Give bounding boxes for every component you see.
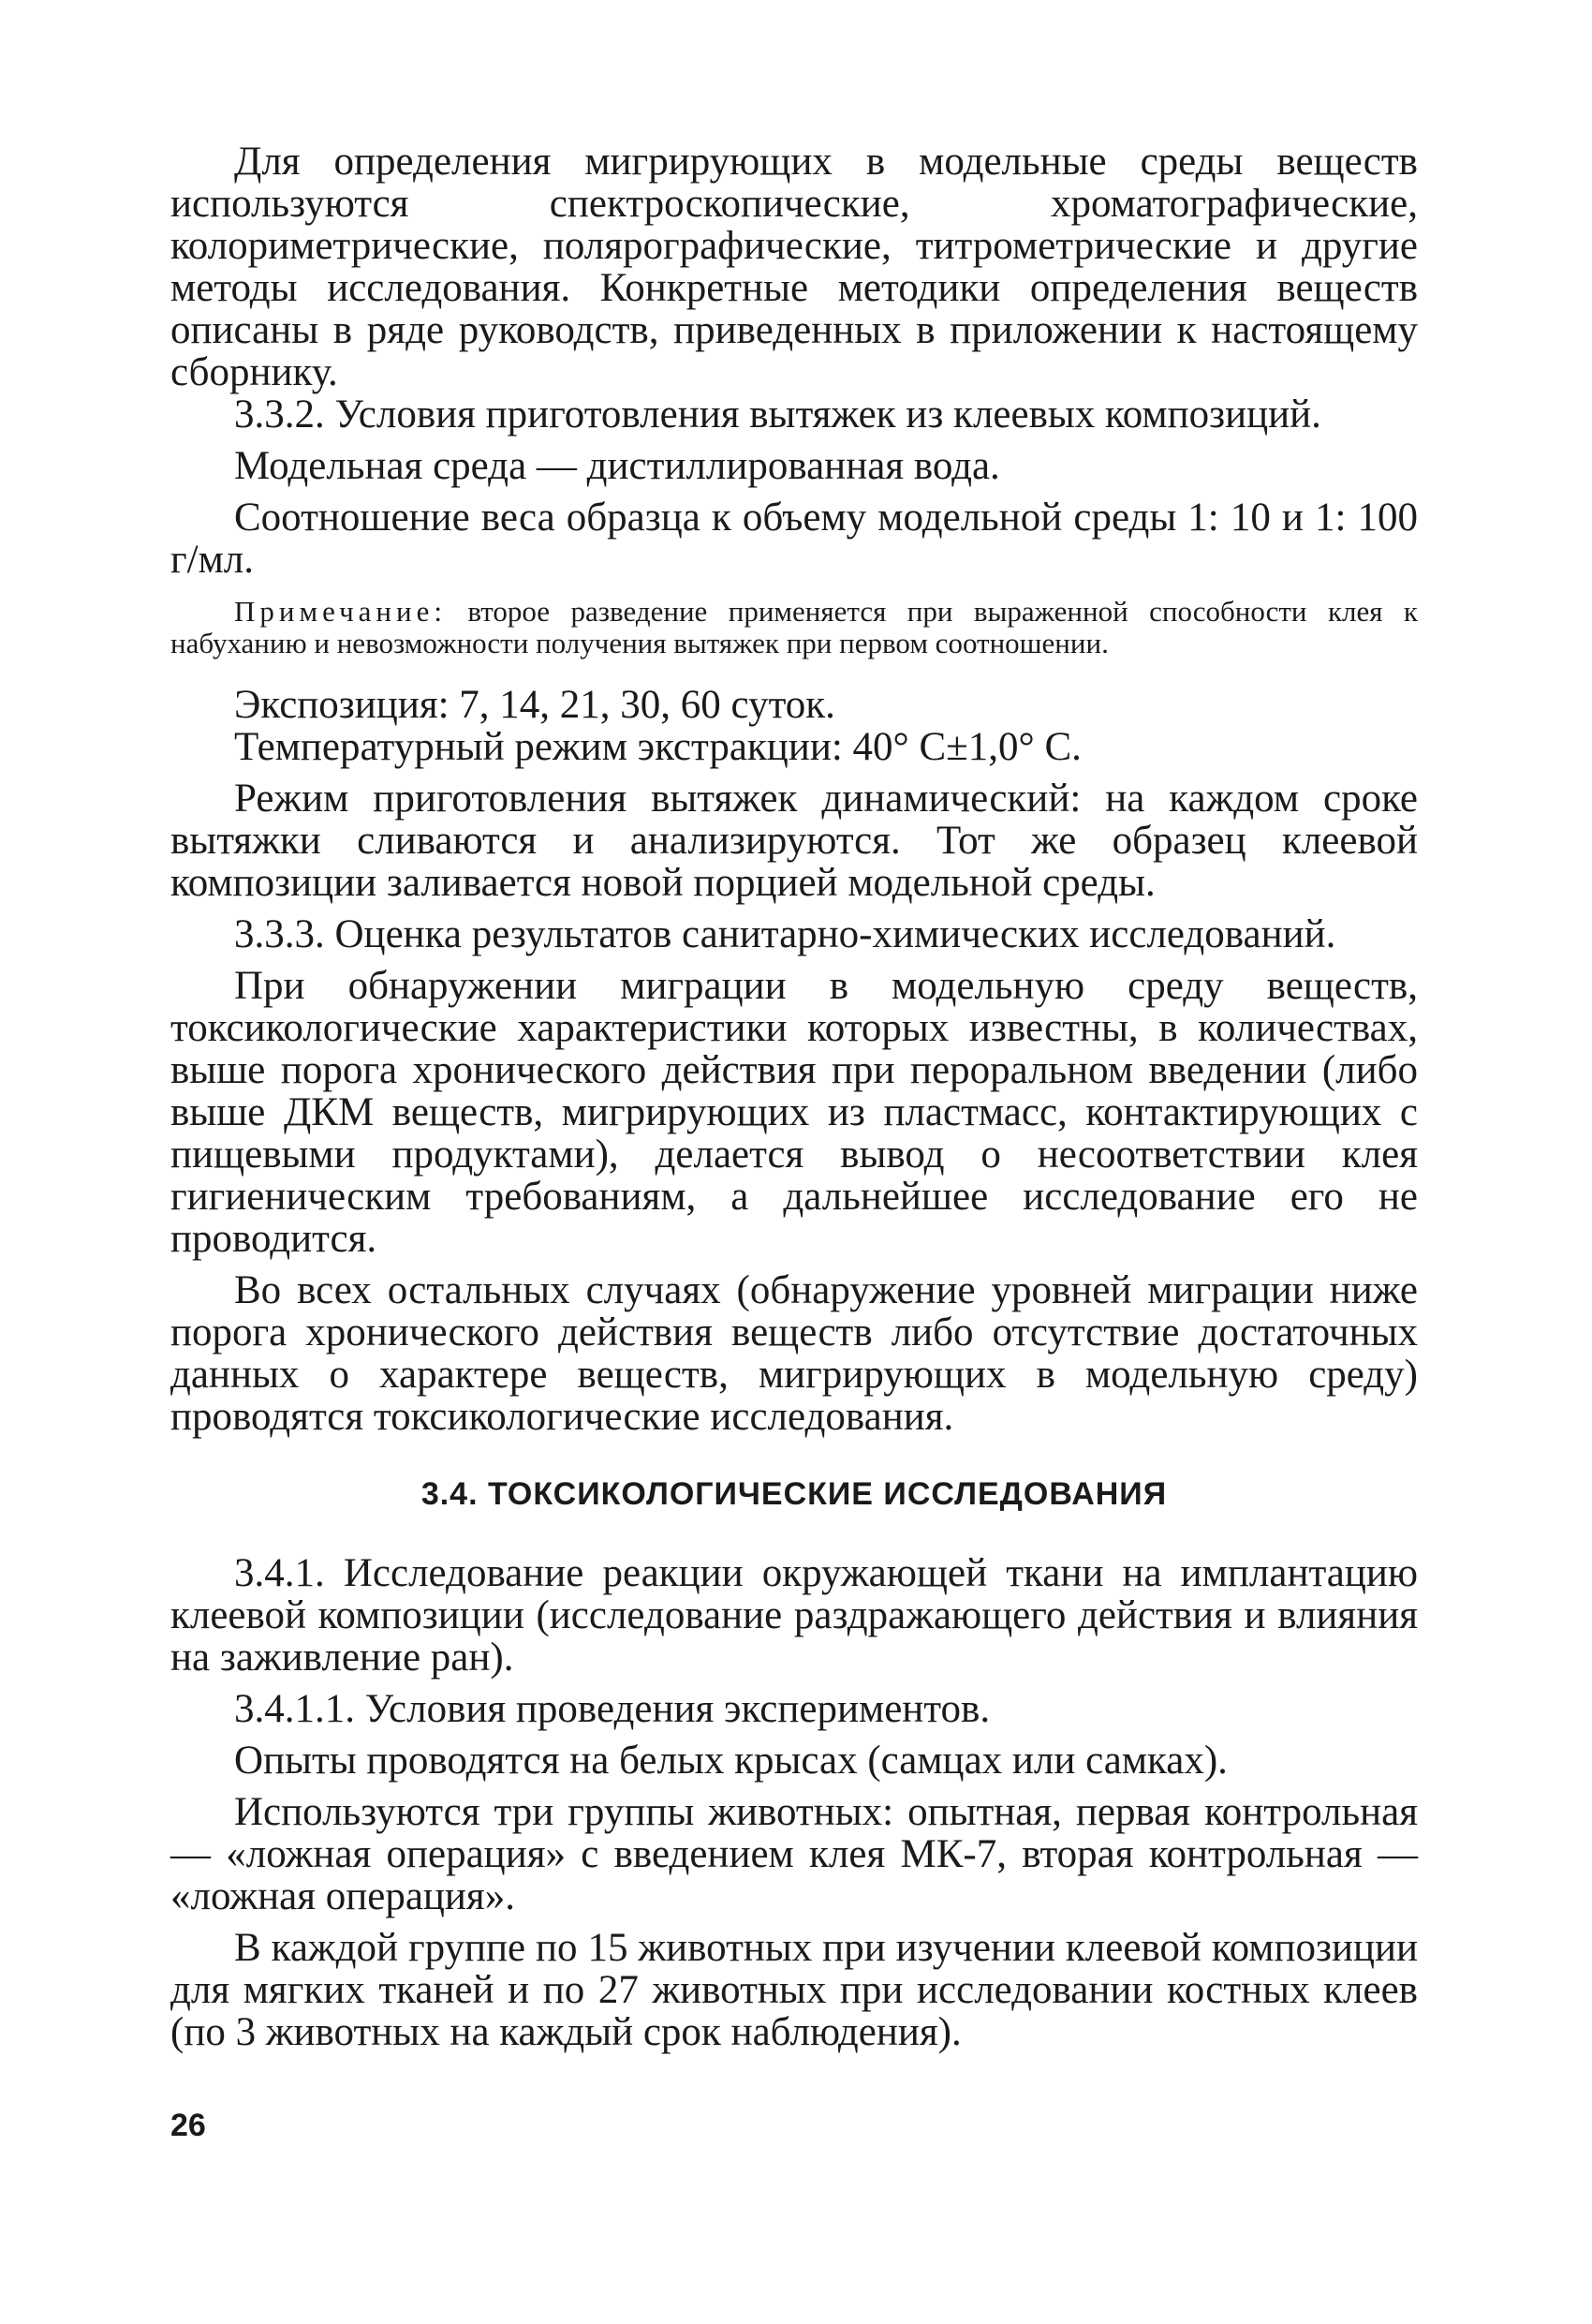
paragraph-model-medium: Модельная среда — дистиллированная вода. — [234, 444, 1000, 488]
paragraph-3-3-2: 3.3.2. Условия приготовления вытяжек из клеевых композиций. — [234, 392, 1321, 437]
paragraph-rats: Опыты проводятся на белых крысах (самцах или самках). — [234, 1739, 1228, 1783]
section-heading: 3.4. ТОКСИКОЛОГИЧЕСКИЕ ИССЛЕДОВАНИЯ — [420, 1476, 1168, 1512]
note-label: Примечание: — [234, 595, 447, 628]
paragraph-ratio: Соотношение веса образца к объему модельной среды 1: 10 и 1: 100 г/мл. — [170, 496, 1418, 582]
paragraph-migration-detected: При обнаружении миграции в модельную среду веществ, токсикологические характеристики которых известны, в количествах, выше порога хронического действия при пероральном введении (либо выше ДКМ веществ, мигрирующих из пластмасс, контактирующих с пищевыми продуктами), делается вывод о несоответствии клея гигиеническим требованиям, а дальнейшее исследование его не проводится. — [170, 964, 1418, 1261]
note — [170, 596, 1418, 659]
paragraph-other-cases: Во всех остальных случаях (обнаружение уровней миграции ниже порога хронического действия веществ либо отсутствие достаточных данных о характере веществ, мигрирующих в модельную среду) проводятся токсикологические исследования. — [170, 1268, 1418, 1439]
paragraph-3-3-3: 3.3.3. Оценка результатов санитарно-химических исследований. — [234, 912, 1336, 956]
note-text: второе разведение применяется при выраженной способности клея к набуханию и невозможности получения вытяжек при первом соотношении. — [170, 595, 1418, 659]
paragraph-methods: Для определения мигрирующих в модельные среды веществ используются спектроскопические, хроматографические, колориметрические, полярографические, титрометрические и другие методы исследования. Конкретные методики определения веществ описаны в ряде руководств, приведенных в приложении к настоящему сборнику. — [170, 140, 1418, 394]
paragraph-temperature: Температурный режим экстракции: 40° С±1,0° С. — [234, 725, 1082, 769]
page-body — [170, 141, 1418, 2053]
paragraph-group-size: В каждой группе по 15 животных при изучении клеевой композиции для мягких тканей и по 27 животных при исследовании костных клеев (по 3 животных на каждый срок наблюдения). — [170, 1926, 1418, 2054]
paragraph-groups: Используются три группы животных: опытная, первая контрольная — «ложная операция» с введением клея МК-7, вторая контрольная — «ложная операция». — [170, 1790, 1418, 1918]
page-number: 26 — [170, 2108, 206, 2143]
paragraph-3-4-1-1: 3.4.1.1. Условия проведения экспериментов. — [234, 1687, 991, 1731]
paragraph-3-4-1: 3.4.1. Исследование реакции окружающей ткани на имплантацию клеевой композиции (исследование раздражающего действия и влияния на заживление ран). — [170, 1551, 1418, 1680]
paragraph-extraction-mode: Режим приготовления вытяжек динамический: на каждом сроке вытяжки сливаются и анализируются. Тот же образец клеевой композиции заливается новой порцией модельной среды. — [170, 777, 1418, 905]
paragraph-exposure: Экспозиция: 7, 14, 21, 30, 60 суток. — [234, 683, 835, 727]
